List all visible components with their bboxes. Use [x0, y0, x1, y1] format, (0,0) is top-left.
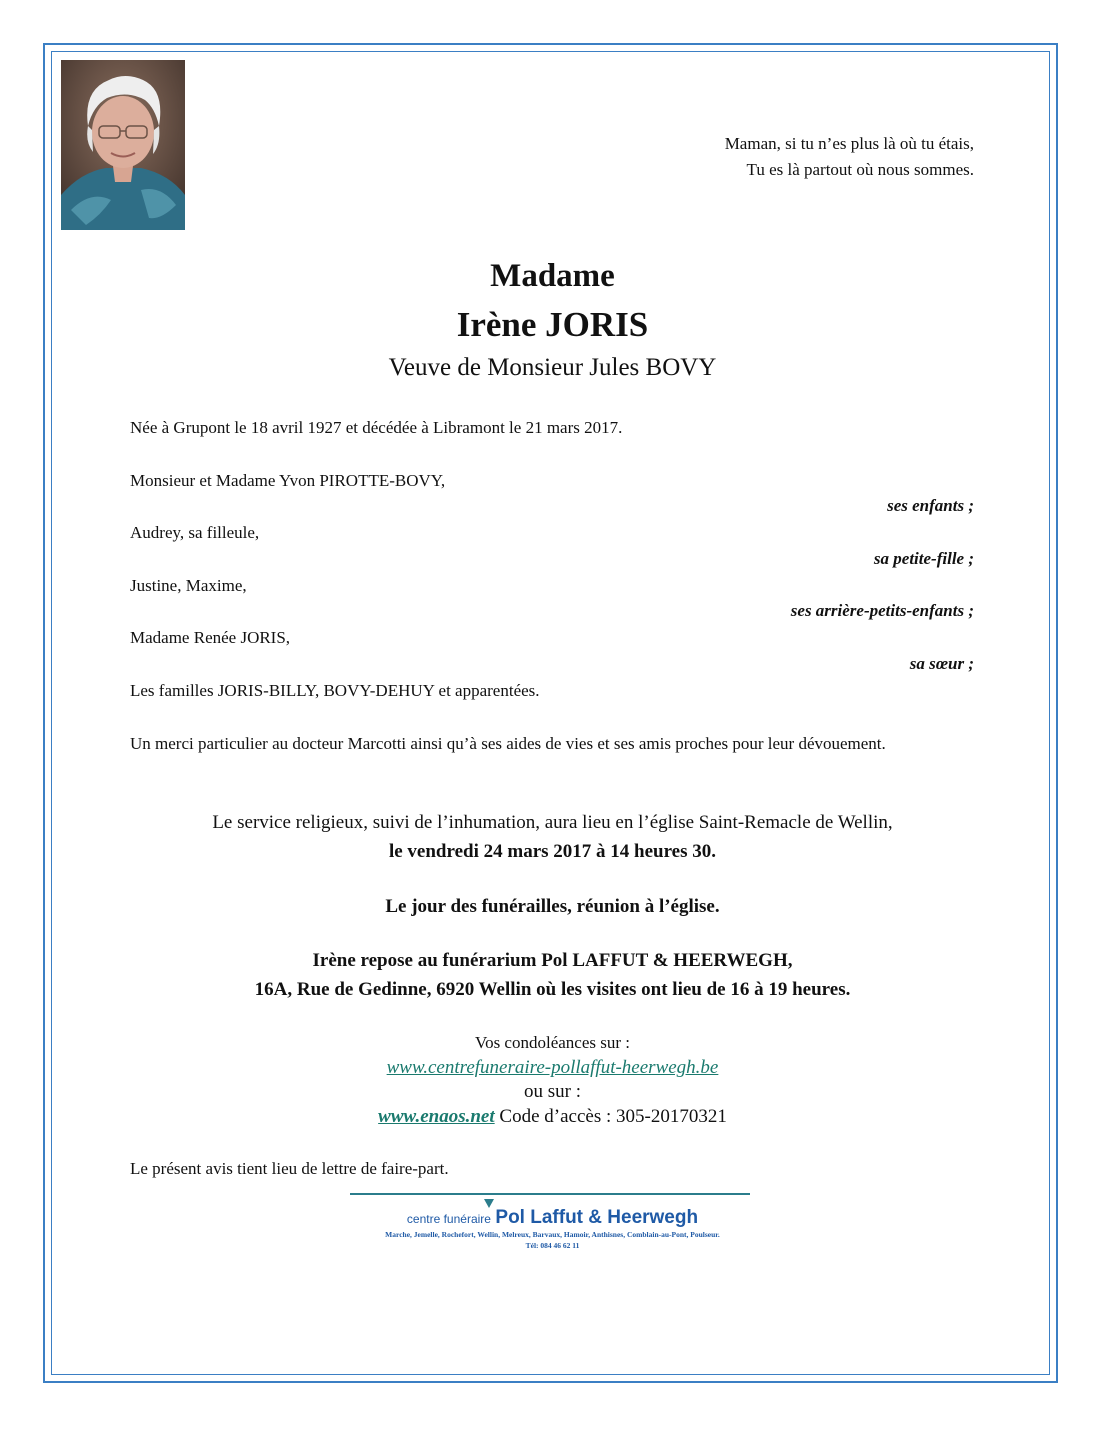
poem	[725, 131, 974, 183]
enaos-link[interactable]: www.enaos.net	[378, 1106, 495, 1127]
logo-prefix: centre funéraire	[406, 1212, 491, 1226]
poem-line-2: Tu es là partout où nous sommes.	[746, 160, 974, 179]
family-relation-3: ses arrière-petits-enfants ;	[790, 601, 974, 620]
birth-death-line: Née à Grupont le 18 avril 1927 et décédée à Libramont le 21 mars 2017.	[130, 418, 623, 437]
family-relation-4: sa sœur ;	[909, 654, 974, 673]
deceased-name: Irène JORIS	[456, 305, 649, 344]
repose-line-1: Irène repose au funérarium Pol LAFFUT & HEERWEGH,	[312, 950, 793, 971]
condolences-or: ou sur :	[524, 1081, 581, 1102]
condolences-link-row-2	[0, 1106, 1105, 1128]
access-code: Code d’accès : 305-20170321	[499, 1106, 727, 1127]
condolences-intro: Vos condoléances sur :	[474, 1033, 631, 1052]
family-names-5: Les familles JORIS-BILLY, BOVY-DEHUY et apparentées.	[130, 681, 540, 700]
family-names-1: Monsieur et Madame Yvon PIROTTE-BOVY,	[130, 471, 446, 490]
widow-of: Veuve de Monsieur Jules BOVY	[388, 354, 717, 381]
portrait-photo	[61, 60, 185, 230]
logo-phone: Tél: 084 46 62 11	[525, 1241, 580, 1250]
family-names-3: Justine, Maxime,	[130, 576, 247, 595]
repose-line-2: 16A, Rue de Gedinne, 6920 Wellin où les visites ont lieu de 16 à 19 heures.	[254, 979, 851, 1000]
funeral-home-logo	[0, 1207, 1105, 1229]
service-line-1: Le service religieux, suivi de l’inhumation, aura lieu en l’église Saint-Remacle de Wellin,	[212, 812, 893, 833]
funeral-center-link[interactable]: www.centrefuneraire-pollaffut-heerwegh.be	[386, 1057, 719, 1078]
family-relation-2: sa petite-fille ;	[873, 549, 974, 568]
family-names-4: Madame Renée JORIS,	[130, 628, 291, 647]
gathering-note: Le jour des funérailles, réunion à l’église.	[385, 896, 720, 917]
deceased-title: Madame	[490, 258, 615, 294]
poem-line-1: Maman, si tu n’es plus là où tu étais,	[724, 134, 974, 153]
family-names-2: Audrey, sa filleule,	[130, 523, 260, 542]
family-relation-1: ses enfants ;	[887, 496, 974, 515]
logo-towns: Marche, Jemelle, Rochefort, Wellin, Melreux, Barvaux, Hamoir, Anthisnes, Comblain-au-Pont, Poulseur.	[385, 1230, 720, 1239]
thanks-paragraph: Un merci particulier au docteur Marcotti ainsi qu’à ses aides de vies et ses amis proches pour leur dévouement.	[130, 734, 886, 753]
footer-note: Le présent avis tient lieu de lettre de faire-part.	[130, 1159, 449, 1178]
condolences-link-row-1	[0, 1057, 1105, 1079]
logo-rule	[350, 1193, 750, 1195]
service-date: le vendredi 24 mars 2017 à 14 heures 30.	[388, 841, 717, 862]
logo-brand-name: Pol Laffut & Heerwegh	[495, 1207, 699, 1228]
